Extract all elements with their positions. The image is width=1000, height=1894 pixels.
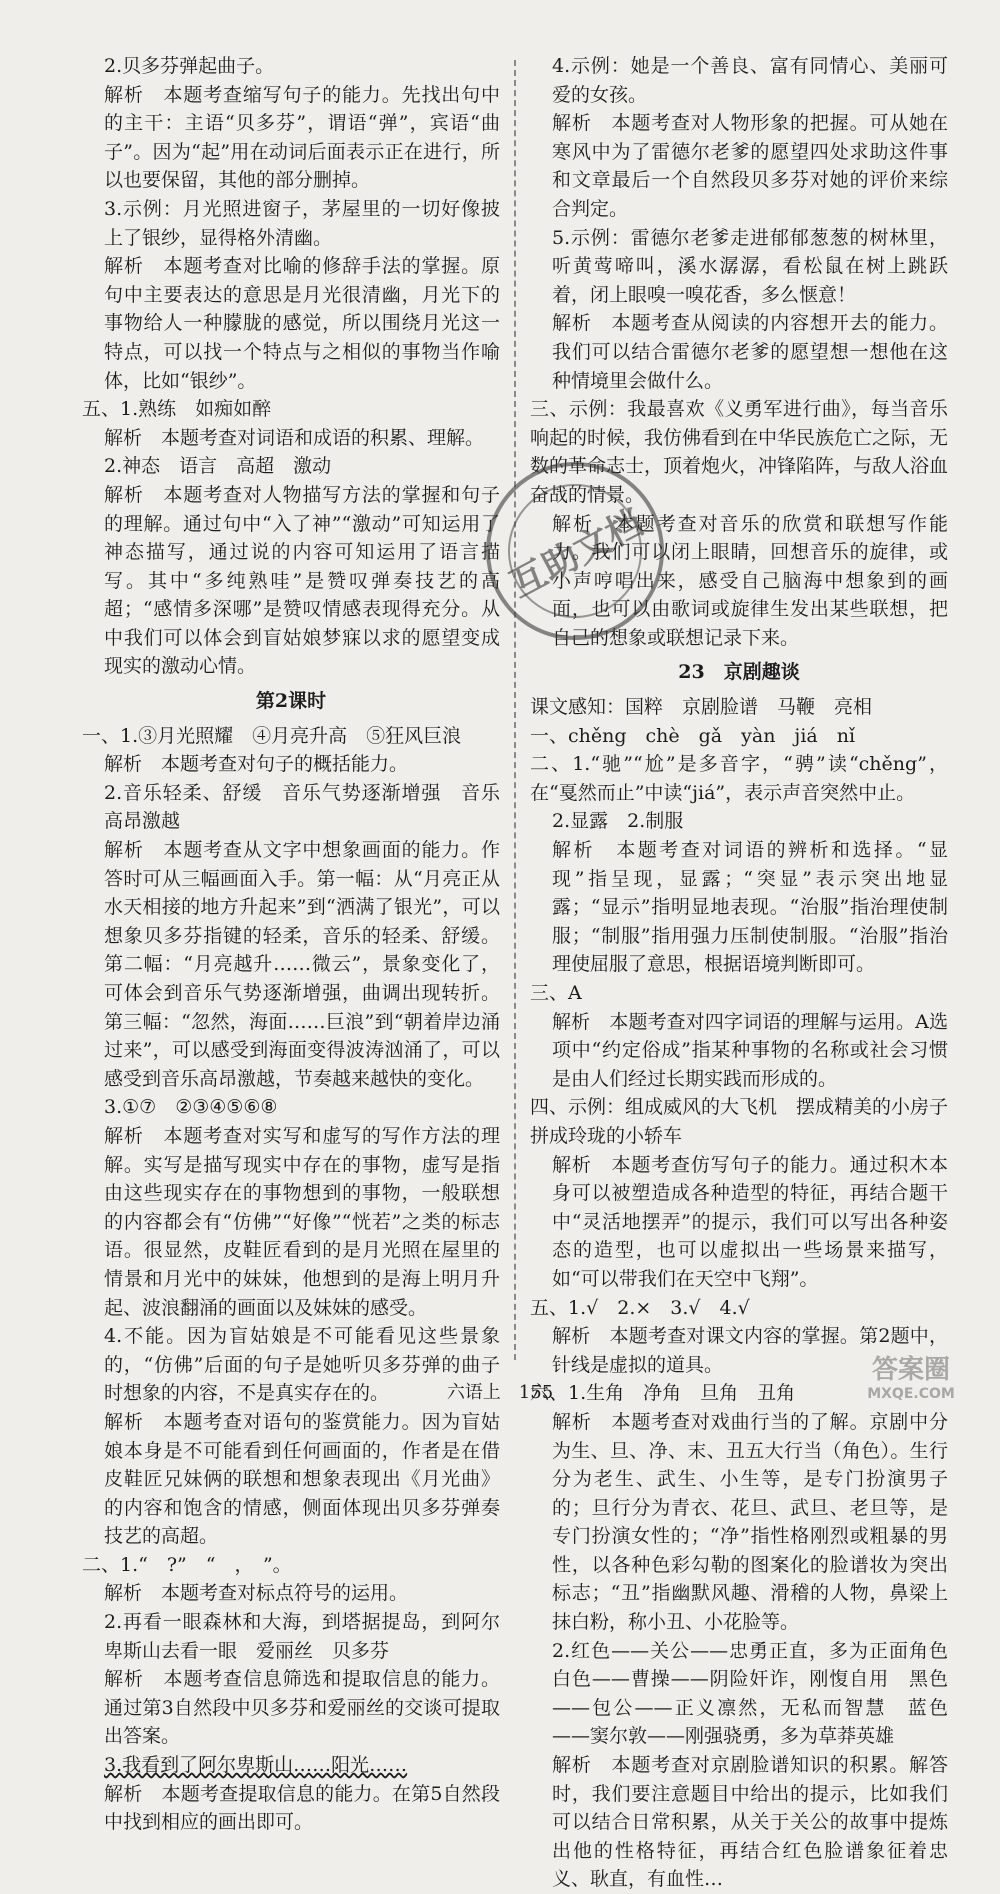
answer-paragraph: 解析 本题考查对四字词语的理解与运用。A选项中“约定俗成”指某种事物的名称或社会习惯是由人们经过长期实践而形成的。 [552, 1010, 948, 1090]
answer-paragraph: 2.音乐轻柔、舒缓 音乐气势逐渐增强 音乐高昂激越 [104, 781, 500, 833]
answer-paragraph: 解析 本题考查对句子的概括能力。 [104, 753, 409, 776]
column-divider [514, 60, 516, 1360]
answer-paragraph: 3.①⑦ ②③④⑤⑥⑧ [104, 1096, 278, 1119]
answer-paragraph: 解析 本题考查对比喻的修辞手法的掌握。原句中主要表达的意思是月光很清幽，月光下的事物给人一种朦胧的感觉，所以围绕月光这一特点，可以找一个特点与之相似的事物当作喻体，比如“银纱”。 [104, 255, 500, 392]
answer-paragraph: 2.显露 2.制服 [552, 810, 684, 833]
answer-paragraph: 三、A [530, 982, 582, 1004]
answer-paragraph: 2.再看一眼森林和大海，到塔据提岛，到阿尔卑斯山去看一眼 爱丽丝 贝多芬 [104, 1611, 500, 1662]
answer-paragraph: 解析 本题考查从阅读的内容想开去的能力。我们可以结合雷德尔老爹的愿望想一想他在这种情境里会做什么。 [552, 312, 948, 392]
answer-paragraph: 解析 本题考查对实写和虚写的写作方法的理解。实写是描写现实中存在的事物，虚写是指由这些现实存在的事物想到的事物，一般联想的内容都会有“仿佛”“好像”“恍若”之类的标志语。很显然，皮鞋匠看到的是月光照在屋里的情景和月光中的妹妹，他想到的是海上明月升起、波浪翻涌的画面以及妹妹的感受。 [104, 1124, 500, 1319]
answer-paragraph: 四、示例：组成威风的大飞机 摆成精美的小房子 拼成玲珑的小轿车 [530, 1096, 968, 1147]
answer-paragraph: 4.不能。因为盲姑娘是不可能看见这些景象的，“仿佛”后面的句子是她听贝多芬弹的曲子时想象的内容，不是真实存在的。 [104, 1325, 500, 1405]
answer-paragraph: 二、1.“ ?” “ ， ”。 [82, 1553, 292, 1576]
answer-paragraph: 五、1.√ 2.× 3.√ 4.√ [530, 1296, 750, 1319]
stamp-text: 互助文档 [503, 501, 650, 606]
answer-paragraph: 解析 本题考查对词语的辨析和选择。“显现”指呈现，显露；“突显”表示突出地显露；“显示”指明显地表现。“治服”指治理使制服；“制服”指用强力压制使制服。“治服”指治理使屈服了意思，根据语境判断即可。 [552, 839, 948, 976]
answer-paragraph: 解析 本题考查缩写句子的能力。先找出句中的主干：主语“贝多芬”，谓语“弹”，宾语“曲子”。因为“起”用在动词后面表示正在进行，所以也要保留，其他的部分删掉。 [104, 83, 500, 192]
page-footer: 六语上 155 [446, 1382, 554, 1403]
answer-paragraph: 解析 本题考查对语句的鉴赏能力。因为盲姑娘本身是不可能看到任何画面的，作者是在借皮鞋匠兄妹俩的联想和想象表现出《月光曲》的内容和饱含的情感，侧面体现出贝多芬弹奏技艺的高超。 [104, 1410, 500, 1548]
answer-paragraph: 2.神态 语言 高超 激动 [104, 455, 332, 478]
left-column [82, 52, 500, 1837]
answer-paragraph: 解析 本题考查从文字中想象画面的能力。作答时可从三幅画面入手。第一幅：从“月亮正从水天相接的地方升起来”到“洒满了银光”，可以想象贝多芬指键的轻柔，音乐的轻柔、舒缓。第二幅：“月亮越升……微云”，景象变化了，可体会到音乐气势逐渐增强，曲调出现转折。第三幅：“忽然，海面……巨浪”到“朝着岸边涌过来”，可以感受到海面变得波涛汹涌了，可以感受到音乐高昂激越，节奏越来越快的变化。 [104, 839, 500, 1090]
answer-paragraph: 解析 本题考查对词语和成语的积累、理解。 [104, 426, 485, 449]
section-heading: 第2课时 [255, 690, 327, 713]
answer-paragraph: 解析 本题考查提取信息的能力。在第5自然段中找到相应的画出即可。 [104, 1782, 500, 1834]
answer-paragraph: 解析 本题考查对标点符号的运用。 [104, 1582, 409, 1605]
answer-paragraph: 课文感知：国粹 京剧脸谱 马鞭 亮相 [530, 696, 873, 719]
watermark-text: 答案圈 [871, 1355, 950, 1385]
right-column [530, 52, 968, 1894]
answer-paragraph: 2.红色——关公——忠勇正直，多为正面角色 白色——曹操——阴险奸诈，刚愎自用 黑色——包公——正义凛然，无私而智慧 蓝色——窦尔敦——刚强骁勇，多为草莽英雄 [552, 1639, 968, 1748]
answer-paragraph: 解析 本题考查对人物描写方法的掌握和句子的理解。通过句中“入了神”“激动”可知运用了神态描写，通过说的内容可知运用了语言描写。其中“多纯熟哇”是赞叹弹奏技艺的高超；“感情多深哪”是赞叹情感表现得充分。从中我们可以体会到盲姑娘梦寐以求的愿望变成现实的激动心情。 [104, 483, 500, 678]
watermark-url: MXQE.COM [867, 1386, 955, 1402]
answer-paragraph: 解析 本题考查对音乐的欣赏和联想写作能力。我们可以闭上眼睛，回想音乐的旋律，或小声哼唱出来，感受自己脑海中想象到的画面，也可以由歌词或旋律生发出某些联想，把自己的想象或联想记录下来。 [552, 512, 948, 649]
answer-paragraph: 三、示例：我最喜欢《义勇军进行曲》，每当音乐响起的时候，我仿佛看到在中华民族危亡之际，无数的革命志士，顶着炮火，冲锋陷阵，与敌人浴血奋战的情景。 [530, 398, 949, 506]
answer-paragraph: 五、1.熟练 如痴如醉 [82, 398, 272, 421]
answer-paragraph: 一、chěng chè gǎ yàn jiá nǐ [530, 724, 856, 747]
section-heading: 23 京剧趣谈 [678, 661, 800, 684]
answer-paragraph: 解析 本题考查对课文内容的掌握。第2题中，针线是虚拟的道具。 [552, 1325, 948, 1376]
answer-paragraph: 解析 本题考查对人物形象的把握。可从她在寒风中为了雷德尔老爹的愿望四处求助这件事和文章最后一个自然段贝多芬对她的评价来综合判定。 [552, 112, 948, 220]
answer-paragraph: 4.示例：她是一个善良、富有同情心、美丽可爱的女孩。 [552, 55, 948, 106]
answer-paragraph: 解析 本题考查仿写句子的能力。通过积木本身可以被塑造成各种造型的特征，再结合题干中“灵活地摆弄”的提示，我们可以写出各种姿态的造型，也可以虚拟出一些场景来描写，如“可以带我们在天空中飞翔”。 [552, 1153, 948, 1290]
answer-paragraph: 2.贝多芬弹起曲子。 [104, 55, 275, 77]
answer-paragraph: 3.示例：月光照进窗子，茅屋里的一切好像披上了银纱，显得格外清幽。 [104, 197, 500, 249]
answer-paragraph: 5.示例：雷德尔老爹走进郁郁葱葱的树林里，听黄莺啼叫，溪水潺潺，看松鼠在树上跳跃着，闭上眼嗅一嗅花香，多么惬意！ [552, 226, 948, 306]
answer-paragraph: 解析 本题考查对戏曲行当的了解。京剧中分为生、旦、净、末、丑五大行当（角色）。生行分为老生、武生、小生等，是专门扮演男子的；旦行分为青衣、花旦、武旦、老旦等，是专门扮演女性的；“净”指性格刚烈或粗暴的男性，以各种色彩勾勒的图案化的脸谱妆为突出标志；“丑”指幽默风趣、滑稽的人物，鼻梁上抹白粉，称小丑、小花脸等。 [552, 1410, 948, 1634]
answer-paragraph: 3.我看到了阿尔卑斯山……阳光…… [104, 1754, 408, 1777]
answer-paragraph: 二、1.“驰”“尬”是多音字，“骋”读“chěng”，在“戛然而止”中读“jiá”，表示声音突然中止。 [530, 753, 948, 804]
answer-paragraph: 六、1.生角 净角 旦角 丑角 [530, 1382, 796, 1405]
answer-paragraph: 解析 本题考查对京剧脸谱知识的积累。解答时，我们要注意题目中给出的提示，比如我们可以结合日常积累，从关于关公的故事中提炼出他的性格特征，再结合红色脸谱象征着忠义、耿直，有血性… [552, 1754, 948, 1891]
answer-paragraph: 解析 本题考查信息筛选和提取信息的能力。通过第3自然段中贝多芬和爱丽丝的交谈可提取出答案。 [104, 1668, 500, 1748]
watermark-logo [836, 1349, 986, 1409]
answer-paragraph: 一、1.③月光照耀 ④月亮升高 ⑤狂风巨浪 [82, 724, 462, 747]
